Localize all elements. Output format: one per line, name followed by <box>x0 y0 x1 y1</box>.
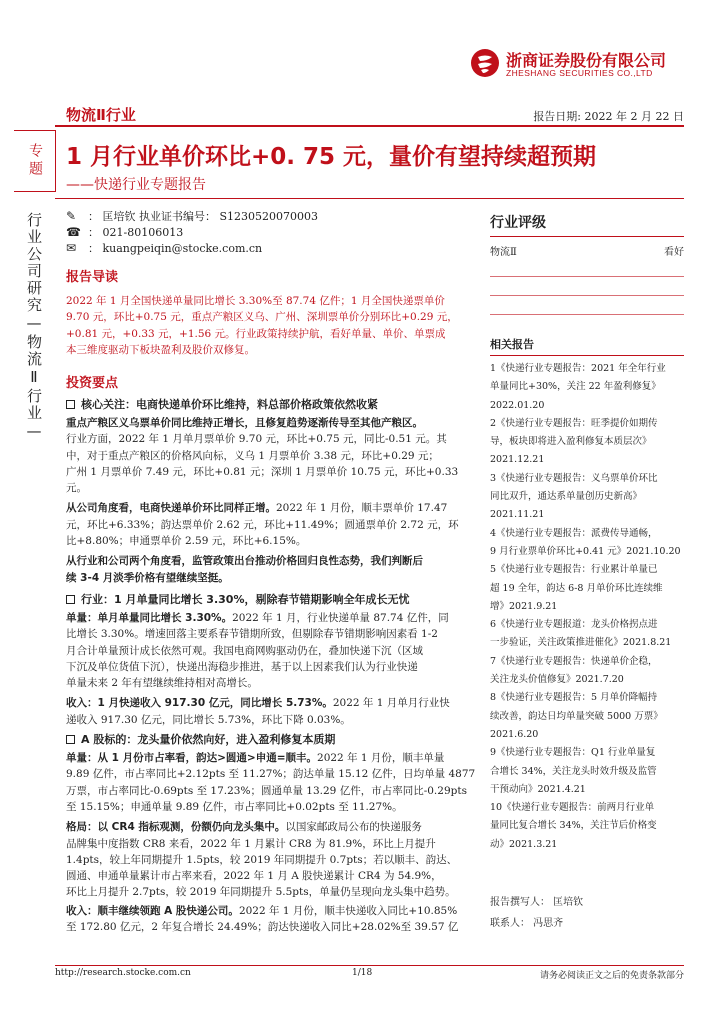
related-item[interactable]: 8《快递行业专题报告：5 月单价降幅持 <box>490 692 658 704</box>
analyst-text: ： 匡培钦 执业证书编号： S1230520070003 <box>88 210 319 223</box>
bullet-core-focus: 核心关注：电商快递单价环比维持，料总部价格政策依然收紧 <box>66 397 480 413</box>
rating-row <box>490 243 684 258</box>
related-item[interactable]: 7《快递行业专题报告：快递单价企稳， <box>490 655 658 667</box>
para-concentration: 格局：以 CR4 指标观测，份额仍向龙头集中。以国家邮政局公布的快递服务 品牌集中度指数 CR8 来看，2022 年 1 月累计 CR8 为 81.9%，环比上月提升 1.4pts，较上年同期提升 1.5pts，较 2019 年同期提升 0.7pts；若以顺丰、韵达、 圆通、申通单量累计市占率来看，2022 年 1 月 A 股快递累计 CR4 为 54.9%， 环比上月提升 2.7pts，较 2019 年同期提升 5.5pts，单量仍呈现向龙头集中趋势。 <box>66 821 458 899</box>
bullet-industry: 行业：1 月单量同比增长 3.30%，剔除春节错期影响全年成长无忧 <box>66 592 480 608</box>
related-item[interactable]: 关注龙头价值修复》2021.7.20 <box>490 674 624 686</box>
rating-blank-line <box>490 276 684 277</box>
related-heading: 相关报告 <box>490 338 534 351</box>
para-market-share: 单量：从 1 月份市占率看，韵达>圆通>申通=顺丰。2022 年 1 月份，顺丰单量 9.89 亿件，市占率同比+2.12pts 至 11.27%；韵达单量 15.12 亿件，日均单量 4877 万票，市占率同比-0.69pts 至 17.23%；圆通单量 13.29 亿件，市占率同比-0.29pts 至 15.15%；申通单量 9.89 亿件，市占率同比+0.02pts 至 11.27%。 <box>66 752 476 813</box>
guide-line: 本三维度驱动下板块盈利及股价双修复。 <box>66 343 255 356</box>
related-item[interactable]: 合增长 34%，关注龙头时效升级及监管 <box>490 765 657 777</box>
report-contact: 联系人： 冯思齐 <box>490 918 564 929</box>
related-item[interactable]: 干预动向》2021.4.21 <box>490 783 586 795</box>
related-item[interactable]: 4《快递行业专题报告：派费传导通畅， <box>490 527 658 539</box>
related-item[interactable]: 一步验证，关注政策推进催化》2021.8.21 <box>490 637 672 649</box>
related-item[interactable]: 续改善，韵达日均单量突破 5000 万票》 <box>490 710 663 722</box>
para-origin-price: 重点产粮区义乌票单价同比维持正增长，且修复趋势逐渐传导至其他产粮区。 行业方面，2022 年 1 月单月票单价 9.70 元，环比+0.75 元，同比-0.51 元。其 中，对于重点产粮区的价格风向标，义乌 1 月票单价 3.38 元，环比+0.29 元； 广州 1 月票单价 7.49 元，环比+0.81 元；深圳 1 月票单价 10.75 元，环比+0.33 元。 <box>66 417 459 495</box>
related-list <box>490 360 684 854</box>
logo-mark-icon <box>470 48 500 78</box>
company-logo <box>470 46 670 86</box>
header-divider <box>55 125 684 127</box>
title-divider <box>55 198 684 199</box>
brand-name-cn: 浙商证券股份有限公司 <box>506 51 667 70</box>
para-company-revenue: 收入：顺丰继续领跑 A 股快递公司。2022 年 1 月份，顺丰快递收入同比+10.85% 至 172.80 亿元，2 年复合增长 24.49%；韵达快递收入同比+28.02%至 39.57 亿 <box>66 904 459 934</box>
analyst-panel <box>490 893 684 929</box>
related-item[interactable]: 同比双升，通达系单量创历史新高》 <box>490 491 643 503</box>
related-item[interactable]: 1《快递行业专题报告：2021 年全年行业 <box>490 363 666 374</box>
related-item[interactable]: 单量同比+30%，关注 22 年盈利修复》 <box>490 381 661 393</box>
points-heading: 投资要点 <box>66 376 119 391</box>
industry-label: 物流Ⅱ行业 <box>66 106 136 124</box>
related-item[interactable]: 9 月行业票单价环比+0.41 元》2021.10.20 <box>490 545 681 557</box>
checkbox-icon <box>66 400 75 409</box>
investment-points <box>66 372 480 935</box>
person-icon: ✎ <box>66 209 77 223</box>
brand-name-en: ZHESHANG SECURITIES CO.,LTD <box>506 68 653 78</box>
report-subtitle: ——快递行业专题报告 <box>66 177 206 193</box>
related-item[interactable]: 增》2021.9.21 <box>490 600 558 612</box>
guide-text <box>66 293 480 358</box>
side-category-label: 行业公司研究—物流Ⅱ行业— <box>25 212 43 442</box>
rating-heading: 行业评级 <box>490 215 546 231</box>
email-text: ： kuangpeiqin@stocke.com.cn <box>88 242 263 255</box>
rating-divider <box>490 236 684 237</box>
rating-panel <box>490 212 684 315</box>
footer-url[interactable]: http://research.stocke.com.cn <box>55 968 191 978</box>
related-item[interactable]: 5《快递行业专题报告：行业累计单量已 <box>490 564 658 576</box>
related-item[interactable]: 动》2021.3.21 <box>490 838 558 850</box>
email-line <box>66 240 262 256</box>
para-conclusion: 从行业和公司两个角度看，监管政策出台推动价格回归良性态势，我们判断后 续 3-4 月淡季价格有望继续坚挺。 <box>66 555 423 584</box>
related-reports <box>490 336 684 854</box>
guide-line: 2022 年 1 月全国快递单量同比增长 3.30%至 87.74 亿件；1 月全国快递票单价 <box>66 295 445 307</box>
report-title: 1 月行业单价环比+0. 75 元，量价有望持续超预期 <box>66 144 597 170</box>
report-guide <box>66 266 480 358</box>
analyst-line <box>66 208 318 224</box>
report-date: 报告日期: 2022 年 2 月 22 日 <box>533 110 684 123</box>
guide-heading: 报告导读 <box>66 270 119 285</box>
para-company-price: 从公司角度看，电商快递单价环比同样正增。2022 年 1 月份，顺丰票单价 17.47 元，环比+6.33%；韵达票单价 2.62 元，环比+11.49%；圆通票单价 2.72 元，环 比+8.80%；申通票单价 2.59 元，环比+6.15%。 <box>66 502 459 548</box>
related-item[interactable]: 2《快递行业专题报告：旺季提价如期传 <box>490 417 658 429</box>
related-item[interactable]: 2022.01.20 <box>490 399 545 411</box>
phone-line <box>66 224 183 240</box>
checkbox-icon <box>66 735 75 744</box>
para-revenue: 收入：1 月快递收入 917.30 亿元，同比增长 5.73%。2022 年 1 月单月行业快 递收入 917.30 亿元，同比增长 5.73%，环比下降 0.03%。 <box>66 697 450 726</box>
related-item[interactable]: 2021.6.20 <box>490 728 539 740</box>
related-item[interactable]: 3《快递行业专题报告：义乌票单价环比 <box>490 472 658 484</box>
footer-disclaimer: 请务必阅读正文之后的免责条款部分 <box>539 971 684 981</box>
related-item[interactable]: 量同比复合增长 34%，关注节后价格变 <box>490 820 657 832</box>
phone-icon: ☎ <box>66 225 81 239</box>
phone-text: ： 021-80106013 <box>88 226 184 239</box>
footer-divider <box>55 965 684 966</box>
guide-line: +0.81 元，+0.33 元，+1.56 元。行业政策持续护航，看好单量、单价、单票成 <box>66 327 446 340</box>
related-divider <box>490 355 684 356</box>
related-item[interactable]: 6《快递行业专题报道：龙头价格拐点进 <box>490 619 658 631</box>
related-item[interactable]: 2021.11.21 <box>490 509 545 521</box>
bullet-a-share: A 股标的：龙头量价依然向好，进入盈利修复本质期 <box>66 732 480 748</box>
topic-tag: 专题 <box>27 143 43 179</box>
page-number: 1/18 <box>352 968 373 978</box>
rating-blank-line <box>490 295 684 296</box>
checkbox-icon <box>66 595 75 604</box>
rating-value: 看好 <box>664 247 684 258</box>
rating-sector: 物流Ⅱ <box>490 247 517 258</box>
guide-line: 9.70 元，环比+0.75 元，重点产粮区义乌、广州、深圳票单价分别环比+0.29 元， <box>66 311 458 324</box>
related-item[interactable]: 超 19 全年，韵达 6-8 月单价环比连续维 <box>490 582 663 594</box>
related-item[interactable]: 2021.12.21 <box>490 454 545 466</box>
rating-blank-line <box>490 314 684 315</box>
mail-icon: ✉ <box>66 241 77 255</box>
related-item[interactable]: 10《快递行业专题报告：前两月行业单 <box>490 802 655 814</box>
report-writer: 报告撰写人： 匡培钦 <box>490 897 584 908</box>
para-volume: 单量：单月单量同比增长 3.30%。2022 年 1 月，行业快递单量 87.74 亿件，同 比增长 3.30%。增速回落主要系春节错期所致，但剔除春节错期影响因素看 1-2 月合计单量预计成长依然可观。我国电商网购驱动仍在，叠加快递下沉（区域 下沉及单位货值下沉），快递出海稳步推进，基于以上因素我们认为行业快递 单量未来 2 年有望继续维持相对高增长。 <box>66 611 449 690</box>
related-item[interactable]: 9《快递行业专题报告：Q1 行业单量复 <box>490 747 656 759</box>
related-item[interactable]: 导，板块即将进入盈利修复本质层次》 <box>490 436 652 448</box>
